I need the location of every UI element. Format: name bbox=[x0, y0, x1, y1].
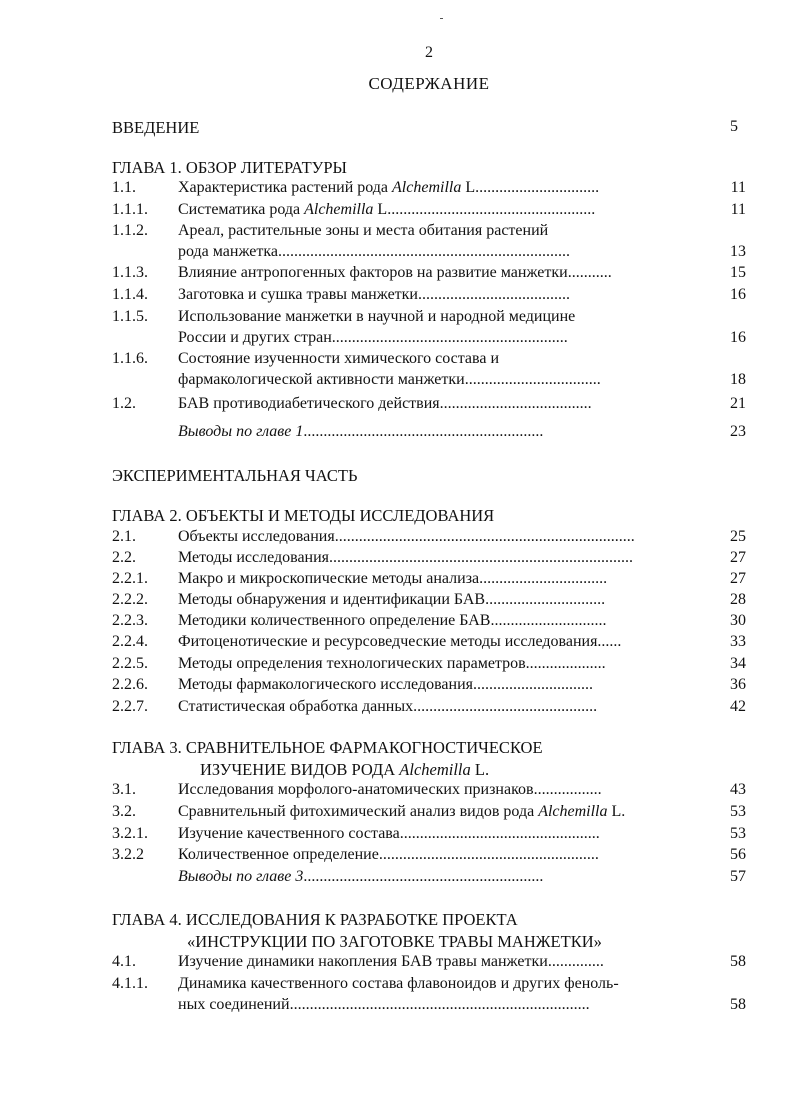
toc-entry-page: 5 bbox=[730, 118, 738, 135]
toc-entry-title-text: Сравнительный фитохимический анализ видов рода bbox=[178, 803, 539, 820]
toc-entry[interactable] bbox=[0, 591, 798, 613]
toc-entry-number: 1.1.3. bbox=[112, 264, 148, 281]
toc-entry-dots: .................................. bbox=[464, 371, 601, 388]
toc-entry-genus: Alchemilla bbox=[392, 179, 462, 196]
toc-entry-page: 11 bbox=[730, 179, 746, 196]
toc-entry-title bbox=[178, 179, 599, 197]
toc-entry-dots: ...................................... bbox=[418, 286, 570, 303]
chapter-4-heading-line2: «ИНСТРУКЦИИ ПО ЗАГОТОВКЕ ТРАВЫ МАНЖЕТКИ» bbox=[187, 932, 602, 951]
toc-entry-label: ВВЕДЕНИЕ bbox=[112, 118, 200, 137]
toc-entry-title: Состояние изученности химического состава и bbox=[178, 350, 500, 367]
toc-entry-title-text: БАВ противодиабетического действия bbox=[178, 395, 440, 412]
toc-entry-page: 53 bbox=[730, 825, 746, 842]
toc-entry-dots: ...................................... bbox=[439, 395, 592, 412]
toc-entry-dots: ................................ bbox=[479, 570, 608, 587]
toc-entry[interactable] bbox=[0, 264, 798, 286]
toc-entry-title-text: Объекты исследования bbox=[178, 528, 335, 545]
toc-entry-page: 27 bbox=[730, 549, 746, 566]
chapter-1-heading: ГЛАВА 1. ОБЗОР ЛИТЕРАТУРЫ bbox=[112, 158, 347, 177]
toc-entry-page: 53 bbox=[730, 803, 746, 820]
toc-entry-dots: .............................................. bbox=[413, 698, 598, 715]
toc-entry-title bbox=[178, 201, 595, 219]
toc-entry-title-cont bbox=[178, 329, 568, 347]
chapter-2-heading: ГЛАВА 2. ОБЪЕКТЫ И МЕТОДЫ ИССЛЕДОВАНИЯ bbox=[112, 506, 495, 525]
toc-entry[interactable] bbox=[0, 570, 798, 592]
toc-entry-title bbox=[178, 698, 597, 716]
toc-entry-genus: Alchemilla bbox=[304, 201, 374, 218]
toc-entry[interactable] bbox=[0, 612, 798, 634]
toc-entry-title-line2: фармакологической активности манжетки bbox=[178, 371, 465, 388]
toc-entry-page: 25 bbox=[730, 528, 746, 545]
toc-entry-number: 2.2.2. bbox=[112, 591, 148, 608]
toc-entry[interactable] bbox=[0, 308, 798, 352]
toc-entry-page: 56 bbox=[730, 846, 746, 863]
toc-entry[interactable] bbox=[0, 350, 798, 394]
toc-entry-title-italic: Выводы по главе 1 bbox=[178, 423, 304, 440]
toc-entry-title-text: Фитоценотические и ресурсоведческие методы исследования bbox=[178, 633, 598, 650]
toc-entry-title bbox=[178, 264, 612, 282]
toc-entry-page: 16 bbox=[730, 329, 746, 346]
toc-entry[interactable] bbox=[0, 286, 798, 308]
toc-entry-number: 1.1.6. bbox=[112, 350, 148, 367]
toc-entry-title bbox=[178, 528, 635, 546]
toc-entry-number: 2.2.7. bbox=[112, 698, 148, 715]
toc-entry-dots: ........................................................................... bbox=[334, 528, 635, 545]
toc-entry-title bbox=[178, 803, 625, 821]
toc-entry-number: 2.2.4. bbox=[112, 633, 148, 650]
toc-entry-dots: ............................................................ bbox=[303, 868, 544, 885]
toc-entry-title bbox=[178, 591, 605, 609]
toc-entry-author: L. bbox=[607, 803, 626, 820]
toc-entry-title-italic: Выводы по главе 3 bbox=[178, 868, 304, 885]
toc-entry-title bbox=[178, 868, 543, 886]
toc-entry-title bbox=[178, 570, 607, 588]
toc-entry[interactable] bbox=[0, 201, 798, 223]
toc-entry-dots: ................. bbox=[533, 781, 602, 798]
toc-entry-number: 3.2.2 bbox=[112, 846, 144, 863]
toc-entry-number: 1.1.2. bbox=[112, 222, 148, 239]
toc-entry[interactable] bbox=[0, 549, 798, 571]
toc-entry-title-text: Изучение качественного состава bbox=[178, 825, 400, 842]
toc-entry-title bbox=[178, 423, 543, 441]
toc-entry-dots: ................................................... bbox=[391, 201, 596, 218]
toc-entry-dots: ........... bbox=[567, 264, 612, 281]
toc-entry[interactable] bbox=[0, 423, 798, 445]
toc-entry-dots: .............................. bbox=[473, 676, 594, 693]
toc-entry-page: 58 bbox=[730, 996, 746, 1013]
toc-entry-page: 43 bbox=[730, 781, 746, 798]
toc-entry-number: 4.1.1. bbox=[112, 975, 148, 992]
toc-entry-page: 33 bbox=[730, 633, 746, 650]
toc-entry-title bbox=[178, 612, 606, 630]
toc-entry-title-text: Влияние антропогенных факторов на развитие манжетки bbox=[178, 264, 568, 281]
toc-entry-author: L. bbox=[461, 179, 480, 196]
toc-entry-title bbox=[178, 846, 599, 864]
toc-entry-title: Динамика качественного состава флавоноидов и других феноль- bbox=[178, 975, 619, 992]
toc-entry-number: 1.1.1. bbox=[112, 201, 148, 218]
toc-entry-title bbox=[178, 286, 570, 304]
toc-entry-title-line2: ных соединений bbox=[178, 996, 290, 1013]
toc-entry-dots: ............................................................ bbox=[303, 423, 544, 440]
toc-entry-title: Использование манжетки в научной и народной медицине bbox=[178, 308, 576, 325]
toc-entry-page: 18 bbox=[730, 371, 746, 388]
toc-entry[interactable] bbox=[0, 179, 798, 201]
toc-entry-author: L. bbox=[373, 201, 392, 218]
toc-entry-page: 42 bbox=[730, 698, 746, 715]
toc-entry-dots: .................... bbox=[525, 655, 606, 672]
toc-entry-dots: ...... bbox=[597, 633, 622, 650]
toc-entry-number: 3.2. bbox=[112, 803, 136, 820]
toc-entry-page: 23 bbox=[730, 423, 746, 440]
toc-entry-number: 2.2.1. bbox=[112, 570, 148, 587]
toc-entry-genus: Alchemilla bbox=[538, 803, 608, 820]
toc-entry-dots: .................................................. bbox=[399, 825, 600, 842]
toc-entry-dots: ........................................................... bbox=[331, 329, 568, 346]
chapter-3-heading-line2 bbox=[200, 760, 489, 780]
toc-entry-title bbox=[178, 676, 593, 694]
toc-entry-title bbox=[178, 825, 600, 843]
toc-entry-page: 13 bbox=[730, 243, 746, 260]
toc-entry-title-text: Изучение динамики накопления БАВ травы манжетки bbox=[178, 953, 548, 970]
toc-entry-title-text: Методики количественного определение БАВ bbox=[178, 612, 491, 629]
toc-entry[interactable] bbox=[0, 953, 798, 975]
toc-entry-dots: .............................. bbox=[485, 591, 606, 608]
toc-entry-number: 3.2.1. bbox=[112, 825, 148, 842]
toc-entry-dots: ............................. bbox=[490, 612, 607, 629]
toc-entry[interactable] bbox=[0, 975, 798, 1019]
toc-entry-title-text: Систематика рода bbox=[178, 201, 305, 218]
toc-entry-dots: ......................................................................... bbox=[278, 243, 571, 260]
toc-entry-title-text: Методы фармакологического исследования bbox=[178, 676, 474, 693]
toc-entry-number: 2.2.6. bbox=[112, 676, 148, 693]
toc-entry-title-cont bbox=[178, 243, 570, 261]
toc-entry-page: 16 bbox=[730, 286, 746, 303]
toc-entry-title bbox=[178, 781, 602, 799]
toc-entry-page: 27 bbox=[730, 570, 746, 587]
toc-entry-title-cont bbox=[178, 996, 590, 1014]
toc-entry-number: 2.2.5. bbox=[112, 655, 148, 672]
toc-entry-title-text: Статистическая обработка данных bbox=[178, 698, 414, 715]
toc-entry-page: 36 bbox=[730, 676, 746, 693]
toc-entry-page: 21 bbox=[730, 395, 746, 412]
chapter-3-heading-line1: ГЛАВА 3. СРАВНИТЕЛЬНОЕ ФАРМАКОГНОСТИЧЕСКОЕ bbox=[112, 738, 543, 757]
toc-entry-page: 11 bbox=[730, 201, 746, 218]
toc-entry[interactable] bbox=[0, 528, 798, 550]
toc-entry-number: 2.1. bbox=[112, 528, 136, 545]
experimental-heading: ЭКСПЕРИМЕНТАЛЬНАЯ ЧАСТЬ bbox=[112, 466, 358, 485]
chapter-4-heading-line1: ГЛАВА 4. ИССЛЕДОВАНИЯ К РАЗРАБОТКЕ ПРОЕКТА bbox=[112, 910, 518, 929]
toc-entry-title-text: Характеристика растений рода bbox=[178, 179, 393, 196]
toc-entry-dots: ....................................................... bbox=[378, 846, 599, 863]
toc-entry-number: 1.2. bbox=[112, 395, 136, 412]
toc-entry-intro[interactable] bbox=[0, 118, 798, 140]
toc-entry-title-line2: рода манжетка bbox=[178, 243, 279, 260]
toc-entry-title-text: Методы исследования bbox=[178, 549, 330, 566]
toc-entry-page: 34 bbox=[730, 655, 746, 672]
toc-entry-number: 1.1.5. bbox=[112, 308, 148, 325]
toc-entry-number: 4.1. bbox=[112, 953, 136, 970]
toc-entry-title-line2: России и других стран bbox=[178, 329, 332, 346]
toc-entry-dots: .............. bbox=[547, 953, 604, 970]
toc-entry-title bbox=[178, 953, 604, 971]
toc-entry-title-text: Количественное определение bbox=[178, 846, 379, 863]
toc-entry-dots: .............................. bbox=[479, 179, 600, 196]
toc-entry[interactable] bbox=[0, 698, 798, 720]
toc-entry[interactable] bbox=[0, 781, 798, 803]
toc-entry-title bbox=[178, 655, 606, 673]
toc-entry-dots: ........................................................................... bbox=[289, 996, 590, 1013]
toc-entry-title bbox=[178, 549, 633, 567]
toc-entry[interactable] bbox=[0, 846, 798, 868]
chapter-3-heading-suffix: L. bbox=[470, 760, 490, 779]
toc-entry-number: 1.1.4. bbox=[112, 286, 148, 303]
toc-entry[interactable] bbox=[0, 633, 798, 655]
toc-entry-title-cont bbox=[178, 371, 601, 389]
toc-entry-page: 15 bbox=[730, 264, 746, 281]
toc-entry-title bbox=[178, 633, 621, 651]
page-number: 2 bbox=[425, 44, 433, 61]
toc-entry-title-text: Методы обнаружения и идентификации БАВ bbox=[178, 591, 486, 608]
toc-entry-title-text: Заготовка и сушка травы манжетки bbox=[178, 286, 418, 303]
toc-entry-number: 1.1. bbox=[112, 179, 136, 196]
toc-entry-title: Ареал, растительные зоны и места обитания растений bbox=[178, 222, 549, 239]
toc-entry-title-text: Исследования морфолого-анатомических признаков bbox=[178, 781, 534, 798]
toc-entry[interactable] bbox=[0, 825, 798, 847]
toc-entry-number: 3.1. bbox=[112, 781, 136, 798]
toc-entry[interactable] bbox=[0, 803, 798, 825]
page-title: СОДЕРЖАНИЕ bbox=[368, 74, 490, 93]
toc-entry[interactable] bbox=[0, 395, 798, 417]
toc-entry-page: 58 bbox=[730, 953, 746, 970]
toc-entry[interactable] bbox=[0, 222, 798, 266]
toc-entry-title-text: Макро и микроскопические методы анализа bbox=[178, 570, 480, 587]
toc-entry-dots: ............................................................................ bbox=[329, 549, 634, 566]
toc-entry[interactable] bbox=[0, 868, 798, 890]
toc-entry-title-text: Методы определения технологических параметров bbox=[178, 655, 526, 672]
toc-entry-number: 2.2. bbox=[112, 549, 136, 566]
chapter-3-heading-genus: Alchemilla bbox=[399, 760, 471, 779]
toc-entry-page: 28 bbox=[730, 591, 746, 608]
toc-entry[interactable] bbox=[0, 655, 798, 677]
scan-mark bbox=[440, 18, 443, 19]
chapter-3-heading-text: ИЗУЧЕНИЕ ВИДОВ РОДА bbox=[200, 760, 400, 779]
toc-entry-title bbox=[178, 395, 592, 413]
toc-entry-number: 2.2.3. bbox=[112, 612, 148, 629]
toc-entry-page: 30 bbox=[730, 612, 746, 629]
toc-entry-page: 57 bbox=[730, 868, 746, 885]
toc-entry[interactable] bbox=[0, 676, 798, 698]
